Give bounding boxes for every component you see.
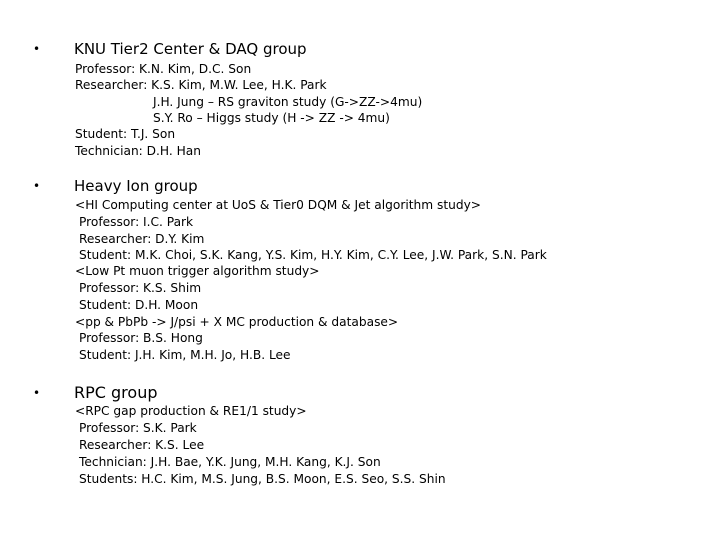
member-line: Professor: B.S. Hong <box>79 331 203 345</box>
member-line: S.Y. Ro – Higgs study (H -> ZZ -> 4mu) <box>153 111 390 125</box>
member-line: J.H. Jung – RS graviton study (G->ZZ->4mu) <box>153 95 423 109</box>
member-line: Professor: K.S. Shim <box>79 281 202 295</box>
member-line: Students: H.C. Kim, M.S. Jung, B.S. Moon, E.S. Seo, S.S. Shin <box>79 472 446 486</box>
group-heading: RPC group <box>74 383 158 402</box>
member-line: Technician: J.H. Bae, Y.K. Jung, M.H. Kang, K.J. Son <box>79 455 381 469</box>
bullet: • <box>33 386 41 400</box>
member-line: Professor: S.K. Park <box>79 421 197 435</box>
member-line: Technician: D.H. Han <box>75 144 201 158</box>
member-line: Professor: K.N. Kim, D.C. Son <box>75 62 252 76</box>
member-line: Researcher: K.S. Lee <box>79 438 205 452</box>
group-heading: Heavy Ion group <box>74 177 198 195</box>
member-line: Researcher: D.Y. Kim <box>79 232 205 246</box>
member-line: Professor: I.C. Park <box>79 215 194 229</box>
member-line: Student: D.H. Moon <box>79 298 199 312</box>
section-title: <RPC gap production & RE1/1 study> <box>75 404 307 418</box>
section-title: <Low Pt muon trigger algorithm study> <box>75 264 320 278</box>
member-line: Student: M.K. Choi, S.K. Kang, Y.S. Kim, H.Y. Kim, C.Y. Lee, J.W. Park, S.N. Park <box>79 248 547 262</box>
member-line: Student: J.H. Kim, M.H. Jo, H.B. Lee <box>79 348 291 362</box>
member-line: Student: T.J. Son <box>75 127 176 141</box>
section-title: <HI Computing center at UoS & Tier0 DQM & Jet algorithm study> <box>75 198 482 212</box>
bullet: • <box>33 179 41 193</box>
section-title: <pp & PbPb -> J/psi + X MC production & database> <box>75 315 399 329</box>
bullet: • <box>33 42 41 56</box>
member-line: Researcher: K.S. Kim, M.W. Lee, H.K. Park <box>75 78 327 92</box>
group-heading: KNU Tier2 Center & DAQ group <box>74 40 307 58</box>
